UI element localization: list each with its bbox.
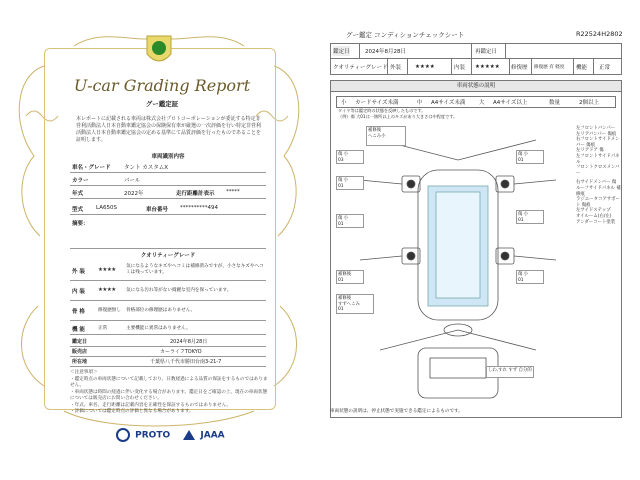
- quality-interior-row: 内 装 ★★★★ 気になる汚れ等がない綺麗な室内を保っています。: [70, 282, 266, 301]
- vehicle-remarks-row: 摘要：: [70, 216, 266, 249]
- damage-note-2: 傷 小 03: [336, 150, 364, 164]
- certificate-intro: 本レポートに記載される車両は株式会社プロトコーポレーションが委託する特定非営利活動法人日本自動車鑑定協会の保険保有車が厳選の一次評価を行い特定非営利活動法人日本自動車鑑定協会の定める基準にて品質評価を行ったものであることを証明します。: [76, 116, 262, 143]
- proto-logo: PROTO: [135, 430, 171, 441]
- cert-date-row: 鑑定日 2024年8月28日: [70, 337, 266, 347]
- sheet-id: R22524H2802: [576, 30, 623, 38]
- vehicle-color-row: カラー パール: [70, 173, 266, 186]
- sheet-title: グー鑑定 コンディションチェックシート: [346, 31, 465, 39]
- damage-note-6: 傷 小 01: [516, 210, 544, 224]
- quality-exterior-row: 外 装 ★★★★ 気になるようなキズやヘコミは補修済みですが、小さなキズやヘコミは残っています。: [70, 262, 266, 281]
- size-legend-table: 小 カードサイズ未満 中 A4サイズ未満 大 A4サイズ以上 数量 2個以上: [336, 96, 616, 108]
- certificate-title: U-car Grading Report: [73, 76, 251, 95]
- damage-note-1: 補修後 へこみ小: [366, 126, 406, 146]
- damage-note-7: 補修後 01: [336, 270, 364, 284]
- damage-note-10: しわ,すれ すず 自分的: [486, 366, 534, 378]
- quality-function-row: 機 能 正常 主要機能に異常はありません。: [70, 322, 266, 335]
- quality-section-header: クオリティーグレード: [140, 253, 196, 259]
- state-header: 車両状態の説明: [330, 80, 622, 92]
- sheet-header-table: 鑑定日 2024年8月28日 再鑑定日 クオリティーグレード 外装 ★★★★ 内装 ★★★★★ 修復歴 修復歴 有 軽度 機能 正常: [330, 43, 622, 75]
- jaaa-logo: JAAA: [200, 430, 225, 441]
- goo-badge-icon: [144, 34, 174, 68]
- vehicle-model-row: 型式 LA650S 車台番号 **********494: [70, 202, 266, 215]
- quality-frame-row: 骨 格 修復歴無し 骨格部位の修理歴はありません。: [70, 302, 266, 321]
- cert-notes: ＜注意事項＞ ・鑑定時点の車両状態について記載しており、日数経過による品質の保証をするものではありません。 ・車両状態は時間の経過に伴い変化する場合があります。鑑定日をご確認の上、現在の車両状態については販売店にお問い合わせください。 ・年式、車名、走行距離は記載内容を正確性を保証するものではありません。 ・評価については鑑定時点の評価と異なる場合があります。: [70, 370, 268, 414]
- cert-address-row: 所在地 千葉県八千代市勝田台南3-21-7: [70, 357, 266, 367]
- sheet-footer: 車両状態の説明は、停止状態で実施できる鑑定によるものです。: [330, 409, 463, 414]
- damage-note-3: 傷 小 01: [336, 176, 364, 190]
- grading-certificate: [4, 6, 310, 474]
- cert-shop-row: 販売店 カーライフTOKYO: [70, 347, 266, 357]
- certificate-subtitle: グー鑑定証: [145, 100, 179, 108]
- proto-logo-icon: [116, 428, 130, 442]
- damage-legend: 左フロントバンパー 左リアバンパー 傷痕 右フロントサイドメンバー 傷痕 左リアドア 傷 左フロントサイドパネル フロントクロスメンバー 右サイドメンバー 傷 ルーフサイドパネル 補修痕 ラジエータコアサポート 傷痕 左サイドステップ オイルーム(右/左) アンダーコート塗装: [576, 126, 621, 225]
- logos: [116, 428, 225, 442]
- size-note: タイヤ等は鑑定時の状態を反映したものです。 （例）傷 大01は一箇所以上のキズがあり大きさは中程度です。: [338, 108, 458, 119]
- damage-note-4: 傷 小 01: [336, 214, 364, 228]
- vehicle-year-row: 年式 2022年 走行距離計表示 *****: [70, 186, 266, 199]
- damage-note-9: 補修後 すずへこみ 01: [336, 294, 374, 314]
- jaaa-logo-icon: [183, 430, 195, 440]
- damage-note-5: 傷 小 01: [516, 150, 544, 164]
- vehicle-section-header: 車両識別内容: [151, 154, 185, 160]
- damage-note-8: 傷 小 01: [516, 270, 544, 284]
- vehicle-name-row: 車名・グレード タント カスタムX: [70, 160, 266, 173]
